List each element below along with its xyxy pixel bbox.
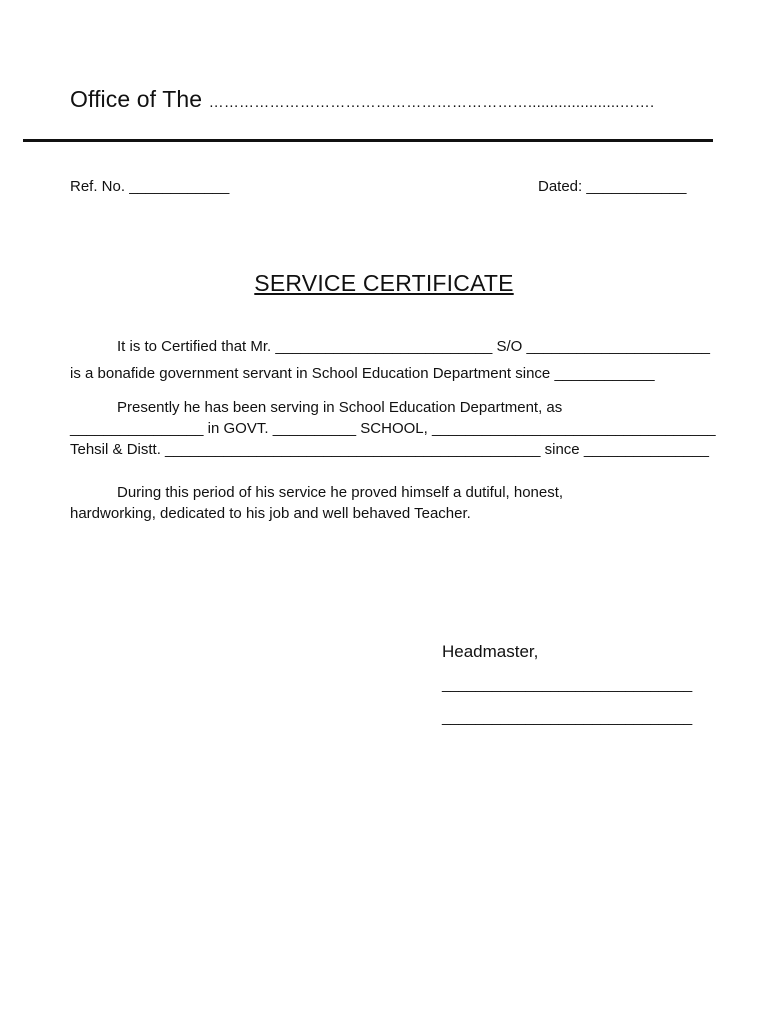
tehsil-blank: _____________________________________________ (165, 441, 541, 458)
name-blank: __________________________ (275, 338, 493, 355)
dated-blank: ____________ (586, 178, 687, 195)
office-name-blank: ……………………………………………………….....................……. (208, 94, 655, 111)
school-name-blank: __________________________________ (431, 420, 716, 437)
paragraph3-line2: hardworking, dedicated to his job and well behaved Teacher. (70, 505, 471, 522)
designation-blank: ________________ (70, 420, 204, 437)
bonafide-text: is a bonafide government servant in School Education Department since (70, 365, 551, 382)
ref-blank: ____________ (129, 178, 230, 195)
certificate-title: SERVICE CERTIFICATE (254, 270, 514, 296)
ref-number-line (70, 178, 229, 195)
father-name-blank: ______________________ (526, 338, 711, 355)
paragraph2-line2 (70, 420, 716, 437)
ref-label: Ref. No. (70, 178, 126, 195)
office-label: Office of The (70, 86, 203, 112)
office-header (70, 86, 654, 113)
paragraph1-line1 (117, 338, 710, 355)
paragraph3-line1: During this period of his service he proved himself a dutiful, honest, (117, 484, 564, 501)
govt-label: in GOVT. (207, 420, 269, 437)
since-date-blank: ____________ (554, 365, 655, 382)
paragraph2-line3 (70, 441, 709, 458)
since-blank: _______________ (583, 441, 709, 458)
dated-line (538, 178, 686, 195)
dated-label: Dated: (538, 178, 583, 195)
school-type-blank: __________ (272, 420, 357, 437)
paragraph1-line2 (70, 365, 655, 382)
paragraph2-line1: Presently he has been serving in School Education Department, as (117, 399, 563, 416)
signature-line-1: ______________________________ (442, 676, 693, 693)
so-label: S/O (496, 338, 523, 355)
tehsil-label: Tehsil & Distt. (70, 441, 161, 458)
since-label: since (544, 441, 580, 458)
signature-line-2: ______________________________ (442, 709, 693, 726)
header-divider (23, 139, 713, 142)
school-label: SCHOOL, (360, 420, 428, 437)
headmaster-label: Headmaster, (442, 642, 539, 661)
certified-text: It is to Certified that Mr. (117, 338, 272, 355)
